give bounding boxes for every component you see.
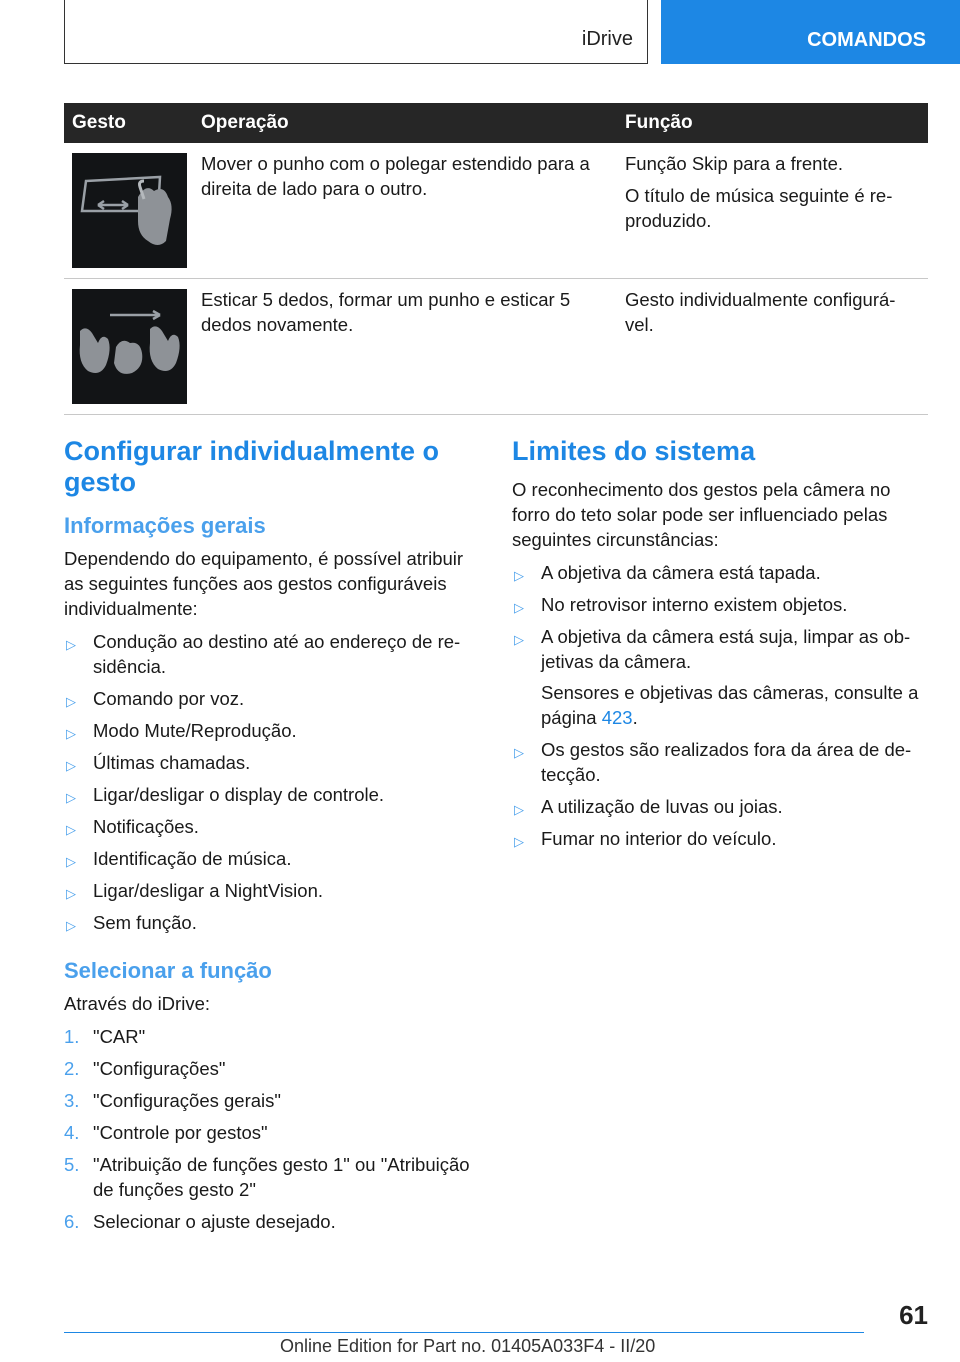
gesture-cell bbox=[64, 143, 193, 279]
triangle-bullet-icon: ▷ bbox=[66, 758, 76, 773]
section-title: COMANDOS bbox=[807, 29, 926, 51]
gesture-cell bbox=[64, 279, 193, 415]
step-number: 4. bbox=[64, 1122, 80, 1143]
list-item: 6. Selecionar o ajuste desejado. bbox=[64, 1211, 336, 1232]
section-heading: Limites do sistema bbox=[512, 436, 756, 466]
section-heading: Configurar individualmente o gesto bbox=[64, 436, 440, 497]
list-item: ▷ A objetiva da câmera está suja, limpar as ob-jetivas da câmera. Sensores e objetivas das câmeras, consulte a página 423. bbox=[512, 624, 932, 730]
list-item: ▷ Comando por voz. bbox=[64, 686, 484, 711]
triangle-bullet-icon: ▷ bbox=[66, 790, 76, 805]
list-item: ▷ Ligar/desligar o display de controle. bbox=[64, 782, 484, 807]
list-item: ▷ A utilização de luvas ou joias. bbox=[512, 794, 932, 819]
operation-cell: Esticar 5 dedos, formar um punho e esticar 5 dedos novamente. bbox=[193, 279, 617, 415]
triangle-bullet-icon: ▷ bbox=[66, 918, 76, 933]
header-chapter-box bbox=[64, 0, 648, 64]
header-operation: Operação bbox=[193, 103, 617, 143]
list-item: ▷ Modo Mute/Reprodução. bbox=[64, 718, 484, 743]
triangle-bullet-icon: ▷ bbox=[514, 632, 524, 647]
section-tab bbox=[661, 0, 960, 64]
header-function: Função bbox=[617, 103, 928, 143]
via-text: Através do iDrive: bbox=[64, 993, 210, 1014]
page-number: 61 bbox=[899, 1300, 928, 1330]
intro-text: O reconhecimento dos gestos pela câmera no forro do teto solar pode ser influenciado pelas seguintes circunstâncias: bbox=[512, 479, 891, 550]
triangle-bullet-icon: ▷ bbox=[514, 834, 524, 849]
footer-divider bbox=[64, 1332, 864, 1333]
list-item: ▷ Notificações. bbox=[64, 814, 484, 839]
function-list bbox=[64, 629, 484, 935]
triangle-bullet-icon: ▷ bbox=[514, 802, 524, 817]
right-column bbox=[512, 436, 932, 858]
gesture-table bbox=[64, 103, 928, 415]
step-number: 6. bbox=[64, 1211, 80, 1232]
step-number: 2. bbox=[64, 1058, 80, 1079]
triangle-bullet-icon: ▷ bbox=[66, 822, 76, 837]
chapter-title: iDrive bbox=[581, 28, 633, 50]
limits-list bbox=[512, 560, 932, 851]
list-item: 5. "Atribuição de funções gesto 1" ou "Atribuição de funções gesto 2" bbox=[64, 1154, 470, 1200]
triangle-bullet-icon: ▷ bbox=[66, 694, 76, 709]
header-gesture: Gesto bbox=[64, 103, 193, 143]
triangle-bullet-icon: ▷ bbox=[66, 637, 76, 652]
list-item: 3. "Configurações gerais" bbox=[64, 1090, 281, 1111]
table-row bbox=[64, 279, 928, 415]
table-row bbox=[64, 143, 928, 279]
list-item: ▷ Condução ao destino até ao endereço de re-sidência. bbox=[66, 631, 461, 677]
step-number: 1. bbox=[64, 1026, 80, 1047]
triangle-bullet-icon: ▷ bbox=[514, 568, 524, 583]
steps-list bbox=[64, 1024, 484, 1234]
page-link[interactable]: 423 bbox=[601, 707, 633, 728]
left-column bbox=[64, 436, 484, 1241]
subheading-select-function: Selecionar a função bbox=[64, 958, 272, 983]
list-item: ▷ Fumar no interior do veículo. bbox=[512, 826, 932, 851]
step-number: 3. bbox=[64, 1090, 80, 1111]
swipe-gesture-icon bbox=[72, 153, 187, 268]
triangle-bullet-icon: ▷ bbox=[66, 726, 76, 741]
triangle-bullet-icon: ▷ bbox=[66, 886, 76, 901]
list-item: ▷ Últimas chamadas. bbox=[64, 750, 484, 775]
list-item: ▷ Identificação de música. bbox=[64, 846, 484, 871]
function-text: Função Skip para a frente. bbox=[625, 153, 844, 174]
footer-edition: Online Edition for Part no. 01405A033F4 - II/20 bbox=[280, 1336, 656, 1356]
step-number: 5. bbox=[64, 1154, 80, 1175]
list-item: ▷ Sem função. bbox=[64, 910, 484, 935]
list-item: ▷ Os gestos são realizados fora da área de de-tecção. bbox=[514, 739, 912, 785]
reference-note: Sensores e objetivas das câmeras, consulte a página 423. bbox=[541, 682, 919, 728]
operation-cell: Mover o punho com o polegar estendido para a direita de lado para o outro. bbox=[193, 143, 617, 279]
list-item: 2. "Configurações" bbox=[64, 1058, 226, 1079]
function-text: Gesto individualmente configurá-vel. bbox=[625, 289, 896, 335]
list-item: 1. "CAR" bbox=[64, 1026, 146, 1047]
triangle-bullet-icon: ▷ bbox=[66, 854, 76, 869]
list-item: ▷ Ligar/desligar a NightVision. bbox=[64, 878, 484, 903]
subheading-general-info: Informações gerais bbox=[64, 513, 266, 538]
intro-text: Dependendo do equipamento, é possível atribuir as seguintes funções aos gestos configuráveis individualmente: bbox=[64, 548, 464, 619]
triangle-bullet-icon: ▷ bbox=[514, 600, 524, 615]
list-item: ▷ A objetiva da câmera está tapada. bbox=[512, 560, 932, 585]
list-item: ▷ No retrovisor interno existem objetos. bbox=[512, 592, 932, 617]
function-text: O título de música seguinte é re-produzido. bbox=[625, 185, 893, 231]
list-item: 4. "Controle por gestos" bbox=[64, 1122, 268, 1143]
triangle-bullet-icon: ▷ bbox=[514, 745, 524, 760]
function-cell bbox=[617, 143, 928, 279]
function-cell bbox=[617, 279, 928, 415]
hand-open-fist-gesture-icon bbox=[72, 289, 187, 404]
table-header-row bbox=[64, 103, 928, 143]
